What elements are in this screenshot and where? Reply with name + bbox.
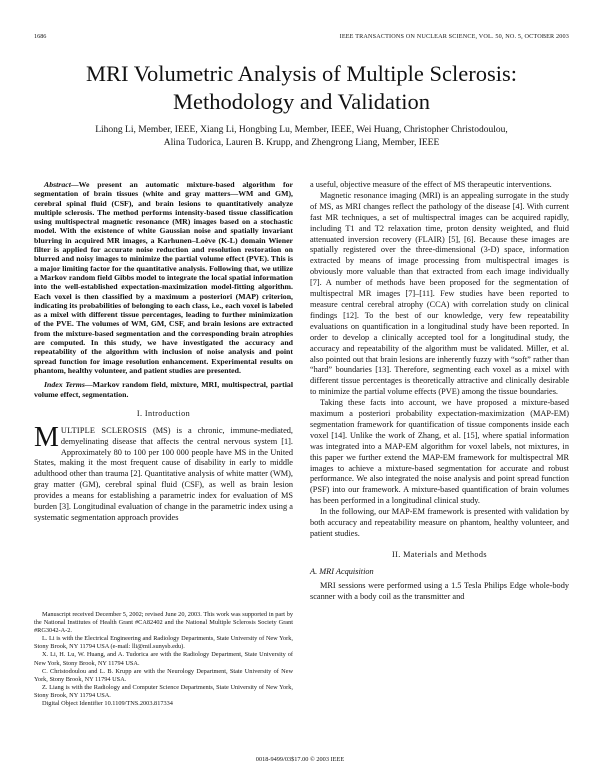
abstract-label: Abstract— (44, 180, 79, 189)
footnote-received: Manuscript received December 5, 2002; revised June 20, 2003. This work was supported in part by the National Institutes of Health Grant #CA82402 and the National Multiple Sclerosis Society Grant #RG3042-A-2. (34, 611, 293, 635)
author-list (34, 124, 569, 149)
intro-paragraph-4: In the following, our MAP-EM framework is presented with validation by both accuracy and repeatability measure on phantom, healthy volunteer, and patient studies. (310, 507, 569, 538)
footnote-doi: Digital Object Identifier 10.1109/TNS.2003.817334 (42, 700, 173, 708)
footnote-affiliation-1: L. Li is with the Electrical Engineering and Radiology Departments, State University of New York, Stony Brook, NY 11794 USA (e-mail: lli@mil.sunysb.edu). (34, 635, 293, 651)
authors-line-1: Lihong Li, Member, IEEE, Xiang Li, Hongbing Lu, Member, IEEE, Wei Huang, Christopher Christodoulou, (95, 125, 508, 135)
abstract (34, 180, 293, 375)
intro-paragraph-1 (34, 421, 293, 524)
index-terms (34, 380, 293, 399)
drop-cap: M (34, 421, 59, 453)
journal-header: IEEE TRANSACTIONS ON NUCLEAR SCIENCE, VOL. 50, NO. 5, OCTOBER 2003 (339, 33, 569, 40)
index-terms-label: Index Terms— (44, 380, 93, 390)
intro-paragraph-3: Taking these facts into account, we have proposed a mixture-based maximum a posteriori probability expectation-maximization (MAP-EM) segmentation framework for quantification of tissue components inside each voxel [14]. Unlike the work of Zhang, et al. [15], where spatial information was integrated into a MAP-EM algorithm for voxel labels, not mixtures, in this paper we further extend the MAP-EM framework for multispectral MR images to achieve a mixture-based segmentation for accurate and robust performance. We also integrated the noise analysis and point spread function (PSF) into our framework. A mixture-based quantification of brain volumes has been performed in a longitudinal clinical study. (310, 398, 569, 506)
page-number: 1686 (34, 33, 47, 40)
copyright-line: 0018-9499/03$17.00 © 2003 IEEE (255, 756, 345, 763)
index-terms-text: Markov random field, mixture, MRI, multispectral, partial volume effect, segmentation. (34, 380, 293, 399)
intro-paragraph-1-text: (MS) is a chronic, immune-mediated, demyelinating disease that affects the central nervous system [1]. Approximately 80 to 100 per 100 000 people have MS in the United States, making it the most frequent cause of disability in early to middle adulthood other than trauma [2]. Quantitative analysis of white matter (WM), gray matter (GM), cerebral spinal fluid (CSF), as well as brain lesion provides a means for establishing a parametric index for evaluation of MS burden [3]. Longitudinal evaluation of change in the parametric index using a systematic segmentation approach provides (34, 425, 293, 522)
methods-paragraph-1: MRI sessions were performed using a 1.5 Tesla Philips Edge whole-body scanner with a body coil as the transmitter and (310, 580, 569, 601)
title-line-1: MRI Volumetric Analysis of Multiple Sclerosis: (85, 61, 518, 86)
left-column (34, 180, 293, 524)
subsection-heading-mri-acquisition: A. MRI Acquisition (310, 566, 374, 576)
paper-title (34, 60, 569, 116)
abstract-text: We present an automatic mixture-based algorithm for segmentation of brain tissues (white and gray matters—WM and GM), cerebral spinal fluid (CSF), and brain lesions to quantitatively analyze multiple sclerosis. The method performs intensity-based tissue classification using multispectral magnetic resonance (MR) images based on a stochastic model. With the existence of white Gaussian noise and spatially invariant blurring in acquired MR images, a Karhunen–Loève (K-L) domain Wiener filter is applied for accurate noise reduction and resolution restoration on blurred and noisy images to minimize the partial volume effect (PVE). This is a major limiting factor for the quantitative analysis. Following that, we utilize a Markov random field Gibbs model to integrate the local spatial information into the well-established expectation-maximization model-fitting algorithm. Each voxel is then classified by a maximum a posteriori (MAP) criterion, indicating its probabilities of belonging to each class, i.e., each voxel is labeled as a mixel with different tissue percentages, leading to further minimization of the PVE. The volumes of WM, GM, CSF, and brain lesions are extracted from the mixture-based segmentation and the corresponding brain atrophies are computed. In this study, we have investigated the accuracy and repeatability of the algorithm with inclusion of noise analysis and point spread function for image resolution enhancement. Experimental results on phantom, healthy volunteer, and patient studies are presented. (34, 180, 293, 375)
footnote-affiliation-3: C. Christodoulou and L. B. Krupp are with the Neurology Department, State University of New York, Stony Brook, NY 11794 USA. (34, 667, 293, 683)
footnote-affiliation-2: X. Li, H. Lu, W. Huang, and A. Tudorica are with the Radiology Department, State University of New York, Stony Brook, NY 11794 USA. (34, 651, 293, 667)
intro-paragraph-2: Magnetic resonance imaging (MRI) is an appealing surrogate in the study of MS, as MRI changes reflect the pathology of the disease [4]. With current fast MR techniques, a set of multispectral images can be acquired rapidly, including T1 and T2 relaxation time, proton density weighted, and fluid attenuated inversion recovery (FLAIR) [5], [6]. Because these images are spatially registered over the three-dimensional (3-D) space, information extracted by means of image processing from multispectral images is obviously more valuable than that extracted from each image individually [7]. A number of methods have been proposed for the segmentation of multispectral MR images [7]–[11]. Few studies have been reported to measure central cerebral atrophy (CCA) with correlation study on clinical findings [12]. To the best of our knowledge, very few repeatability evaluations on quantification in a longitudinal study have been reported. In order to develop a clinically accepted tool for a longitudinal study, the accuracy and repeatability of the algorithm must be validated. Miller, et al. also pointed out that brain lesions are inherently fuzzy with “soft” rather than “hard” boundaries [13]. Therefore, segmenting each voxel as a mixel with different tissue percentages is theoretically attractive and clinically desirable to minimize the partial volume effects (PVE) among the tissue boundaries. (310, 190, 569, 397)
authors-line-2: Alina Tudorica, Lauren B. Krupp, and Zhengrong Liang, Member, IEEE (163, 137, 440, 148)
title-line-2: Methodology and Validation (172, 89, 431, 114)
section-heading-introduction: I. Introduction (136, 408, 191, 418)
section-heading-methods: II. Materials and Methods (391, 549, 488, 559)
footnotes (34, 611, 293, 708)
footnote-affiliation-4: Z. Liang is with the Radiology and Computer Science Departments, State University of New York, Stony Brook, NY 11794 USA. (34, 683, 293, 699)
intro-first-words: ULTIPLE SCLEROSIS (60, 425, 147, 435)
right-column (310, 180, 569, 603)
intro-paragraph-1-continued: a useful, objective measure of the effect of MS therapeutic interventions. (310, 180, 552, 189)
